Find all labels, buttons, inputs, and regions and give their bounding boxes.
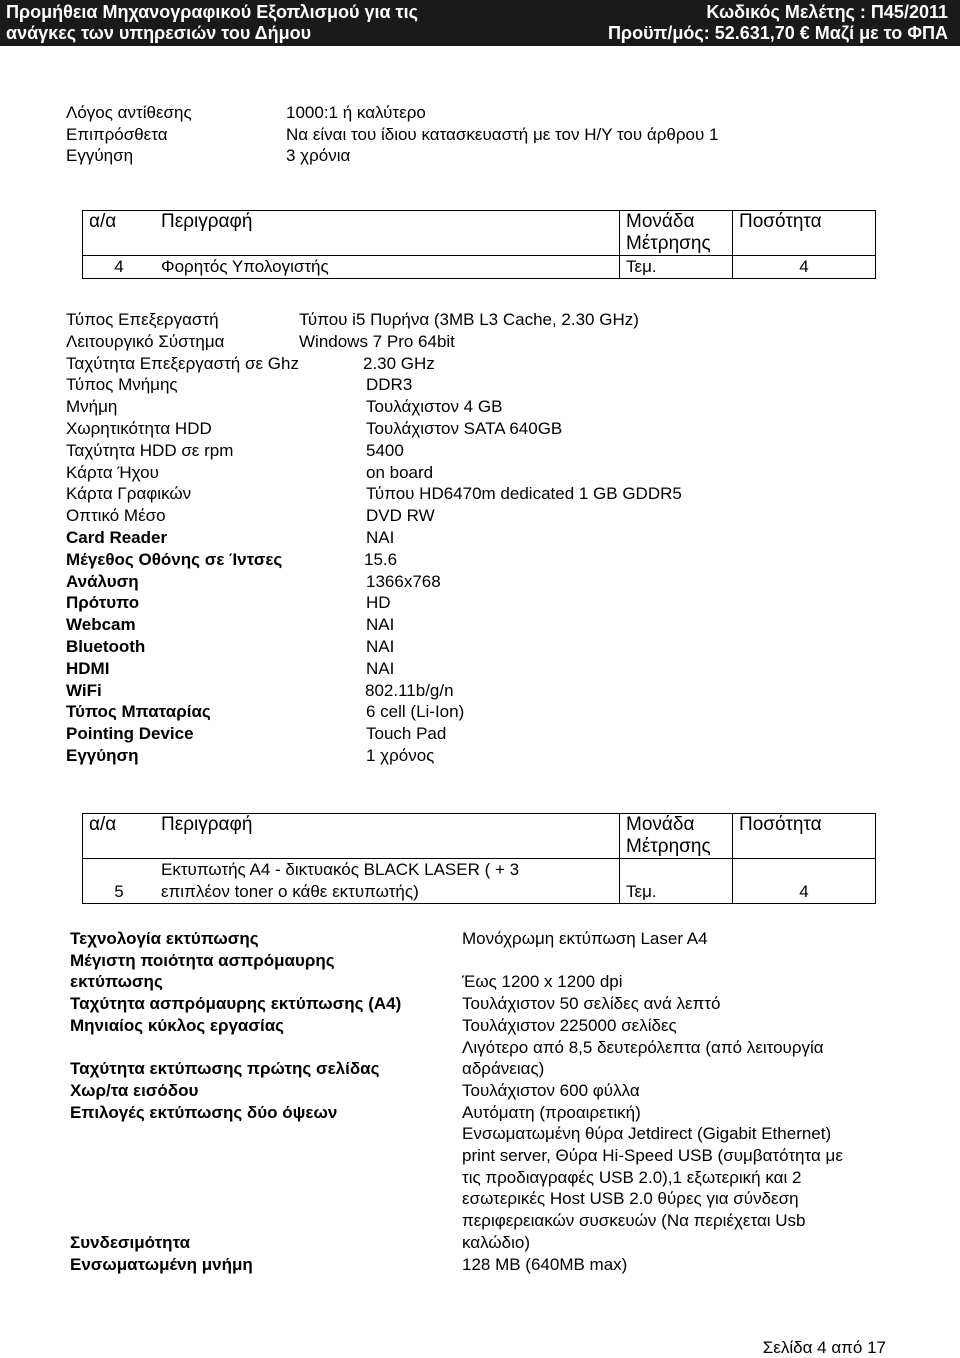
- spec-label: Μέγιστη ποιότητα ασπρόμαυρης: [70, 950, 335, 970]
- spec-value: εσωτερικές Host USB 2.0 θύρες για σύνδεση: [462, 1189, 799, 1209]
- spec-label: Μηνιαίος κύκλος εργασίας: [70, 1015, 285, 1035]
- spec-value: Αυτόματη (προαιρετική): [462, 1102, 641, 1122]
- table-header-row: [83, 211, 876, 256]
- row-desc-line2: επιπλέον toner ο κάθε εκτυπωτής): [161, 882, 419, 901]
- spec-value: καλώδιο): [462, 1232, 530, 1252]
- col-unit-header-line2: Μέτρησης: [626, 836, 711, 857]
- spec-label: Χωρ/τα εισόδου: [70, 1080, 199, 1100]
- spec-value: 6 cell (Li-Ion): [366, 702, 465, 722]
- table-header-row: [83, 814, 876, 859]
- spec-label: Μνήμη: [66, 397, 118, 417]
- spec-value: Μονόχρωμη εκτύπωση Laser A4: [462, 929, 708, 948]
- info-labels: [66, 102, 192, 167]
- spec-value: Τουλάχιστον 50 σελίδες ανά λεπτό: [462, 994, 721, 1014]
- spec-label: Χωρητικότητα HDD: [66, 419, 212, 438]
- table-row: [83, 859, 876, 904]
- spec-label: εκτύπωσης: [70, 972, 163, 992]
- spec-value: 802.11b/g/n: [365, 680, 454, 700]
- spec-label: Ταχύτητα HDD σε rpm: [66, 440, 234, 460]
- info-label: Εγγύηση: [66, 146, 134, 165]
- info-label: Λόγος αντίθεσης: [66, 103, 192, 122]
- header-title-line1: Προμήθεια Μηχανογραφικού Εξοπλισμού για τις: [6, 2, 418, 22]
- spec-label: Κάρτα Γραφικών: [66, 484, 192, 504]
- spec-label: Λειτουργικό Σύστημα: [66, 331, 225, 351]
- items-table-printer: [82, 813, 876, 904]
- col-desc-header: Περιγραφή: [155, 211, 620, 256]
- spec-label: Ταχύτητα Επεξεργαστή σε Ghz: [66, 353, 299, 373]
- header-study-code: Κωδικός Μελέτης : Π45/2011: [706, 2, 948, 22]
- spec-label: Card Reader: [66, 528, 168, 547]
- info-value: 1000:1 ή καλύτερο: [286, 103, 426, 122]
- spec-value: ΝΑΙ: [366, 658, 395, 678]
- spec-value: Τύπου HD6470m dedicated 1 GB GDDR5: [366, 484, 682, 504]
- spec-value: HD: [366, 593, 391, 613]
- spec-label: Πρότυπο: [66, 593, 140, 613]
- table-row: [83, 256, 876, 279]
- spec-value: 1 χρόνος: [366, 746, 435, 765]
- spec-label: Συνδεσιμότητα: [70, 1232, 191, 1252]
- row-unit: Τεμ.: [620, 859, 733, 904]
- col-qty-header: Ποσότητα: [733, 814, 876, 859]
- row-qty: 4: [733, 859, 876, 904]
- spec-value: on board: [366, 462, 434, 482]
- row-desc: Φορητός Υπολογιστής: [155, 256, 620, 279]
- spec-value: Τύπου i5 Πυρήνα (3MB L3 Cache, 2.30 GHz): [299, 310, 639, 329]
- spec-value: 1366x768: [366, 571, 441, 591]
- info-values: [286, 102, 718, 167]
- spec-value: 15.6: [364, 549, 398, 569]
- col-unit-header-line1: Μονάδα: [626, 814, 695, 835]
- spec-value: Τουλάχιστον 225000 σελίδες: [462, 1015, 677, 1035]
- spec-label: Τεχνολογία εκτύπωσης: [70, 929, 259, 948]
- spec-label: Τύπος Επεξεργαστή: [66, 310, 219, 329]
- spec-value: τις προδιαγραφές USB 2.0),1 εξωτερική και 2: [462, 1167, 802, 1187]
- printer-spec-values: [462, 928, 843, 1275]
- col-unit-header: [620, 211, 733, 256]
- page-header: [0, 0, 960, 46]
- page-number: Σελίδα 4 από 17: [762, 1338, 886, 1357]
- spec-value: ΝΑΙ: [366, 615, 395, 635]
- spec-label: Εγγύηση: [66, 746, 139, 765]
- spec-label: Τύπος Μνήμης: [66, 375, 178, 395]
- row-aa: 5: [83, 859, 156, 904]
- spec-value: ΝΑΙ: [366, 637, 395, 656]
- info-value: Να είναι του ίδιου κατασκευαστή με τον Η/Υ του άρθρου 1: [286, 124, 719, 144]
- spec-value: Τουλάχιστον 4 GB: [366, 397, 503, 417]
- spec-label: Μέγεθος Οθόνης σε Ίντσες: [66, 549, 283, 569]
- spec-value: Λιγότερο από 8,5 δευτερόλεπτα (από λειτουργία: [462, 1037, 824, 1057]
- spec-label: Κάρτα Ήχου: [66, 462, 159, 482]
- spec-label: Bluetooth: [66, 637, 146, 656]
- col-unit-header-line1: Μονάδα: [626, 211, 695, 232]
- spec-value: Touch Pad: [366, 724, 447, 744]
- row-desc-line1: Εκτυπωτής Α4 - δικτυακός BLACK LASER ( + 3: [161, 860, 520, 879]
- spec-value: Ενσωματωμένη θύρα Jetdirect (Gigabit Ethernet): [462, 1124, 832, 1144]
- spec-value: Έως 1200 x 1200 dpi: [462, 972, 623, 992]
- row-aa: 4: [83, 256, 156, 279]
- spec-value: 128 MB (640MB max): [462, 1254, 628, 1274]
- spec-value: 2.30 GHz: [363, 353, 435, 373]
- col-unit-header: [620, 814, 733, 859]
- header-budget: Προϋπ/μός: 52.631,70 € Μαζί με το ΦΠΑ: [607, 23, 948, 43]
- col-aa-header: α/α: [83, 814, 156, 859]
- spec-label: Τύπος Μπαταρίας: [66, 702, 211, 722]
- info-label: Επιπρόσθετα: [66, 124, 168, 144]
- spec-label: WiFi: [66, 680, 102, 700]
- row-unit: Τεμ.: [620, 256, 733, 279]
- header-title-line2: ανάγκες των υπηρεσιών του Δήμου: [6, 23, 312, 43]
- spec-value: DDR3: [366, 375, 413, 395]
- spec-value: αδράνειας): [462, 1059, 545, 1079]
- col-unit-header-line2: Μέτρησης: [626, 233, 711, 254]
- spec-label: Pointing Device: [66, 724, 194, 744]
- col-aa-header: α/α: [83, 211, 156, 256]
- info-value: 3 χρόνια: [286, 146, 351, 165]
- spec-label: Webcam: [66, 615, 136, 635]
- spec-value: DVD RW: [366, 506, 435, 526]
- spec-label: Ταχύτητα εκτύπωσης πρώτης σελίδας: [70, 1059, 380, 1079]
- printer-spec-labels: [70, 928, 401, 1275]
- spec-value: Windows 7 Pro 64bit: [299, 331, 455, 351]
- spec-value: print server, Θύρα Hi-Speed USB (συμβατότητα με: [462, 1146, 843, 1166]
- spec-label: Ταχύτητα ασπρόμαυρης εκτύπωσης (Α4): [70, 994, 402, 1014]
- row-desc: [155, 859, 620, 904]
- spec-value: Τουλάχιστον 600 φύλλα: [462, 1080, 640, 1100]
- spec-value: 5400: [366, 440, 404, 460]
- spec-value: περιφερειακών συσκευών (Να περιέχεται Usb: [462, 1211, 806, 1231]
- row-qty: 4: [733, 256, 876, 279]
- col-desc-header: Περιγραφή: [155, 814, 620, 859]
- spec-label: HDMI: [66, 658, 110, 678]
- spec-label: Ενσωματωμένη μνήμη: [70, 1254, 253, 1274]
- items-table-laptop: [82, 210, 876, 279]
- spec-value: ΝΑΙ: [366, 528, 395, 547]
- spec-value: Τουλάχιστον SATA 640GB: [366, 419, 563, 438]
- spec-label: Οπτικό Μέσο: [66, 506, 166, 526]
- spec-label: Ανάλυση: [66, 571, 139, 591]
- col-qty-header: Ποσότητα: [733, 211, 876, 256]
- spec-label: Επιλογές εκτύπωσης δύο όψεων: [70, 1102, 338, 1122]
